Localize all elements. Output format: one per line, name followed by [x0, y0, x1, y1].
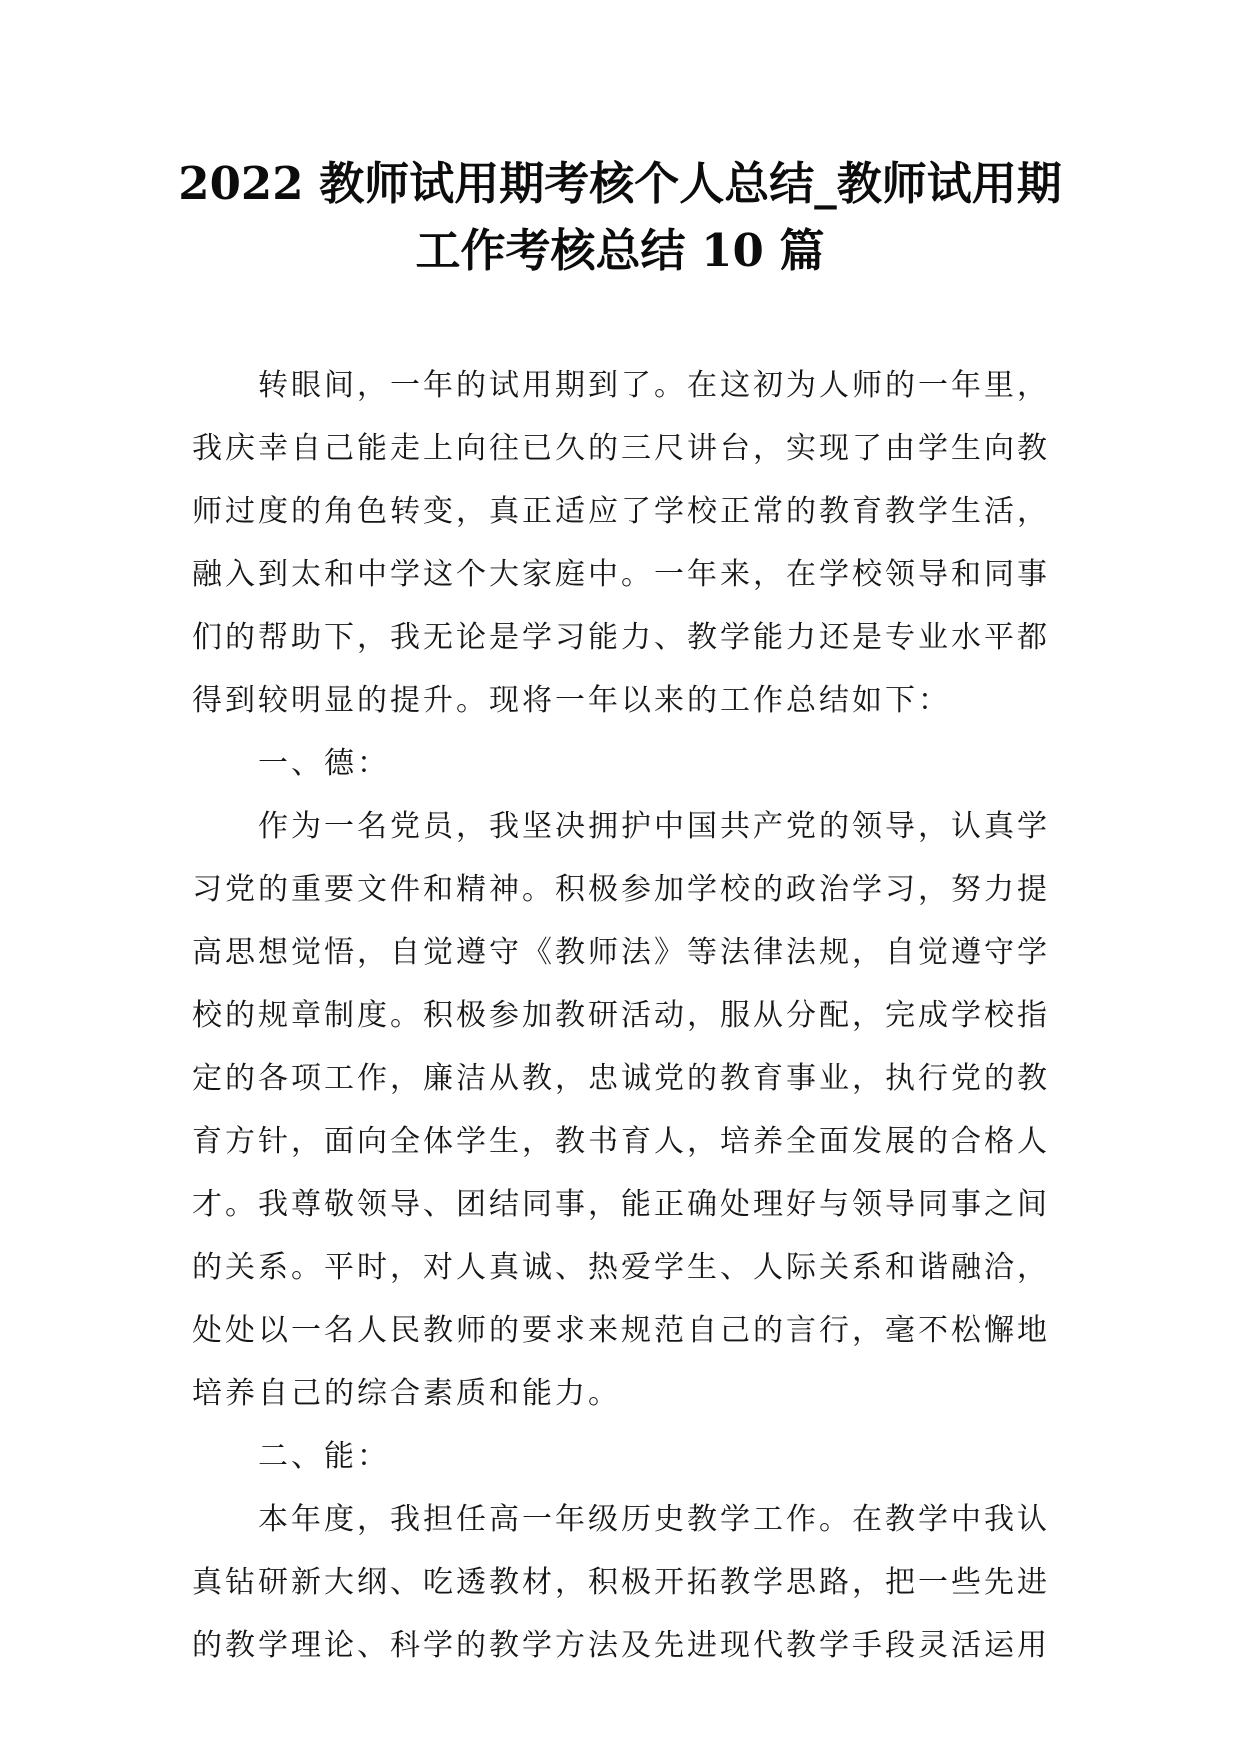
paragraph-line: 才。我尊敬领导、团结同事，能正确处理好与领导同事之间: [192, 1187, 1050, 1222]
document-title: [160, 150, 1080, 284]
paragraph-line: 师过度的角色转变，真正适应了学校正常的教育教学生活，: [192, 494, 1050, 529]
paragraph-line: 得到较明显的提升。现将一年以来的工作总结如下：: [192, 683, 951, 718]
paragraph-line: 本年度，我担任高一年级历史教学工作。在教学中我认: [258, 1502, 1050, 1537]
paragraph-line: 习党的重要文件和精神。积极参加学校的政治学习，努力提: [192, 872, 1050, 907]
paragraph-line: 真钻研新大纲、吃透教材，积极开拓教学思路，把一些先进: [192, 1565, 1050, 1600]
paragraph-line: 定的各项工作，廉洁从教，忠诚党的教育事业，执行党的教: [192, 1061, 1050, 1096]
paragraph-line: 的关系。平时，对人真诚、热爱学生、人际关系和谐融洽，: [192, 1250, 1050, 1285]
paragraph-line: 处处以一名人民教师的要求来规范自己的言行，毫不松懈地: [192, 1313, 1050, 1348]
paragraph-line: 转眼间，一年的试用期到了。在这初为人师的一年里，: [258, 368, 1050, 403]
paragraph-line: 作为一名党员，我坚决拥护中国共产党的领导，认真学: [258, 809, 1050, 844]
paragraph-line: 融入到太和中学这个大家庭中。一年来，在学校领导和同事: [192, 557, 1050, 592]
paragraph-line: 育方针，面向全体学生，教书育人，培养全面发展的合格人: [192, 1124, 1050, 1159]
paragraph-line: 我庆幸自己能走上向往已久的三尺讲台，实现了由学生向教: [192, 431, 1050, 466]
paragraph-line: 校的规章制度。积极参加教研活动，服从分配，完成学校指: [192, 998, 1050, 1033]
paragraph-line: 高思想觉悟，自觉遵守《教师法》等法律法规，自觉遵守学: [192, 935, 1050, 970]
paragraph-line: 培养自己的综合素质和能力。: [192, 1376, 621, 1411]
title-line-1: 2022 教师试用期考核个人总结_教师试用期: [178, 157, 1062, 210]
paragraph-line: 的教学理论、科学的教学方法及先进现代教学手段灵活运用: [192, 1628, 1050, 1663]
title-line-2: 工作考核总结 10 篇: [415, 224, 825, 277]
paragraph-line: 们的帮助下，我无论是学习能力、教学能力还是专业水平都: [192, 620, 1050, 655]
section-heading: 一、德：: [258, 746, 390, 781]
document-body: [192, 354, 1072, 1677]
section-heading: 二、能：: [258, 1439, 390, 1474]
